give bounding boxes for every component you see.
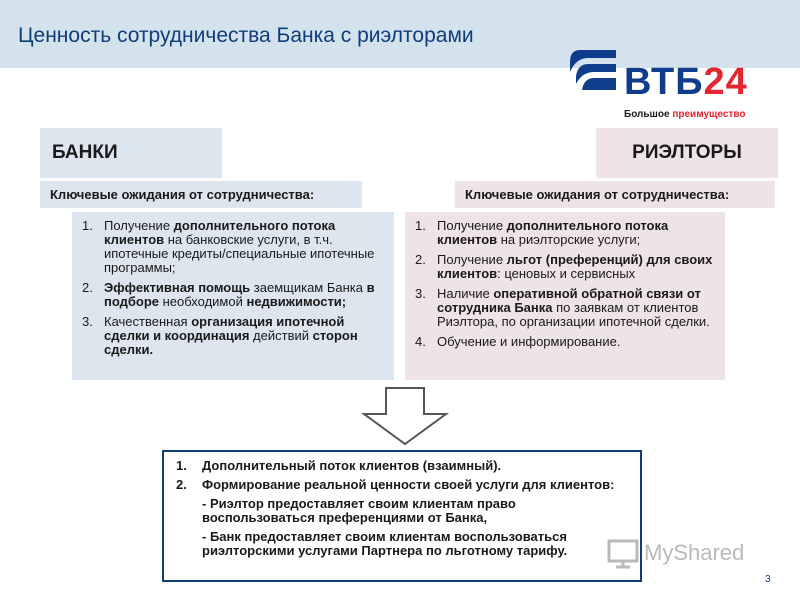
- logo-tagline-accent: преимущество: [672, 109, 746, 120]
- logo-tagline-main: Большое: [624, 109, 673, 120]
- result-box: [162, 450, 642, 582]
- list-item: 1. Получение дополнительного потока клиентов на риэлторские услуги;: [415, 218, 669, 247]
- list-item: 4. Обучение и информирование.: [415, 334, 621, 349]
- list-item: 3. Наличие оперативной обратной связи от сотрудника Банка по заявкам от клиентов Риэлтора, по организации ипотечной сделки.: [415, 286, 710, 329]
- page-number: 3: [765, 574, 771, 585]
- vtb-logo-icon: [566, 46, 618, 96]
- logo-brand: [624, 60, 748, 104]
- banks-label: БАНКИ: [40, 128, 222, 178]
- slide-title: Ценность сотрудничества Банка с риэлторами: [18, 24, 474, 47]
- logo-brand-accent: 24: [703, 61, 748, 103]
- list-item: 2. Получение льгот (преференций) для своих клиентов: ценовых и сервисных: [415, 252, 713, 281]
- realtors-expectations-title: Ключевые ожидания от сотрудничества:: [455, 181, 775, 208]
- logo-tagline: [624, 109, 745, 120]
- banks-expectations-list: [72, 212, 394, 380]
- realtors-expectations-list: [405, 212, 725, 380]
- logo-brand-main: ВТБ: [624, 61, 704, 103]
- presentation-icon: [606, 536, 640, 570]
- list-item: 2. Формирование реальной ценности своей услуги для клиентов:: [176, 477, 615, 492]
- list-item: 2. Эффективная помощь заемщикам Банка в подборе необходимой недвижимости;: [82, 280, 375, 309]
- down-arrow-icon: [360, 386, 450, 446]
- list-item: 1. Получение дополнительного потока клиентов на банковские услуги, в т.ч. ипотечные кредиты/специальные ипотечные программы;: [82, 218, 375, 275]
- banks-expectations-title: Ключевые ожидания от сотрудничества:: [40, 181, 362, 208]
- result-sub-item: - Банк предоставляет своим клиентам воспользоваться риэлторскими услугами Партнера по льготному тарифу.: [202, 529, 568, 558]
- list-item: 1. Дополнительный поток клиентов (взаимный).: [176, 458, 502, 473]
- result-sub-item: - Риэлтор предоставляет своим клиентам право воспользоваться преференциями от Банка,: [202, 496, 516, 525]
- list-item: 3. Качественная организация ипотечной сделки и координация действий сторон сделки.: [82, 314, 358, 357]
- watermark: [606, 536, 744, 570]
- realtors-label: РИЭЛТОРЫ: [596, 128, 778, 178]
- watermark-text: MyShared: [644, 540, 745, 565]
